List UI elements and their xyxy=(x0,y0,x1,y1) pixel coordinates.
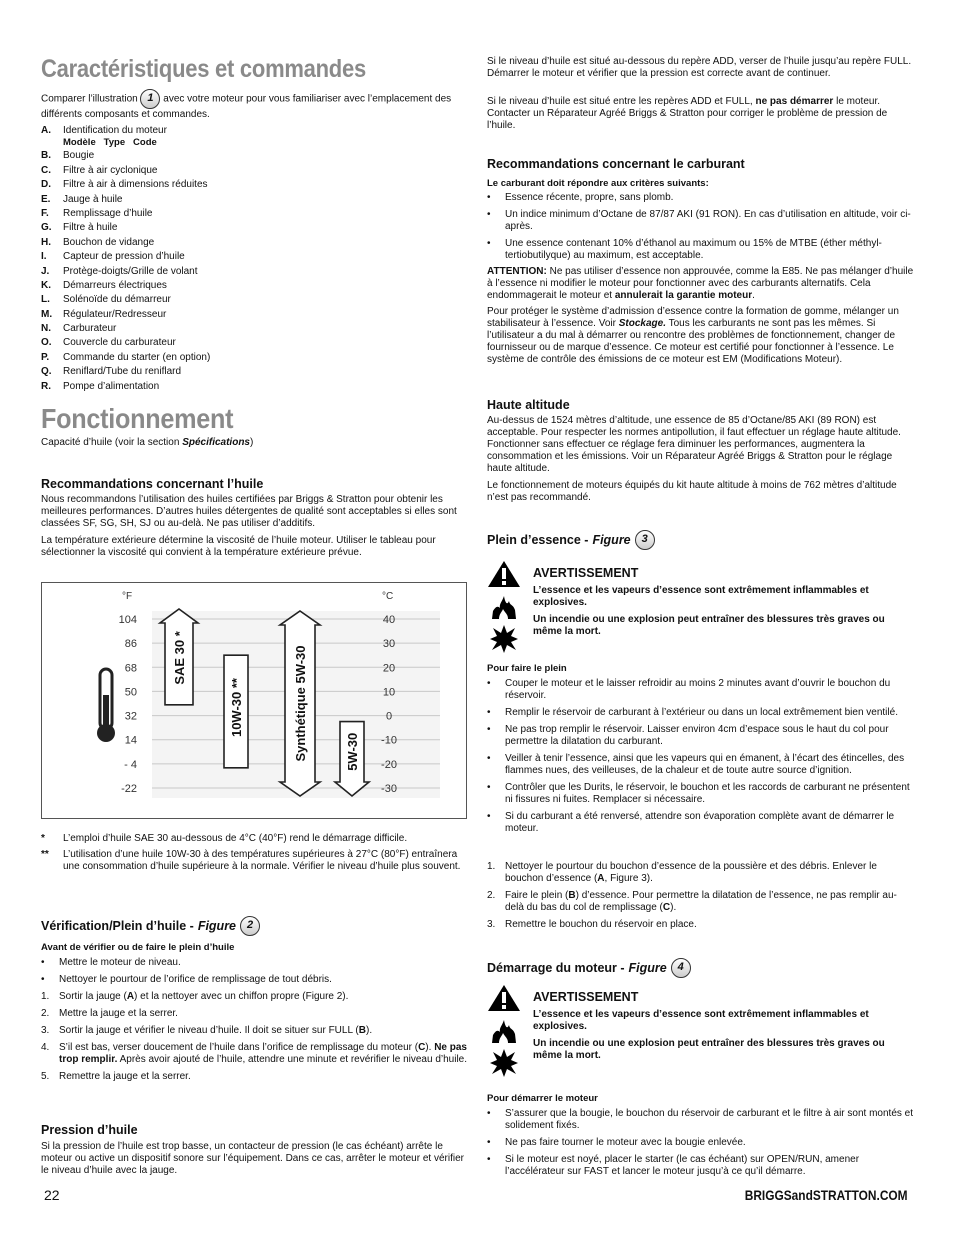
bullet-text: Si du carburant a été renversé, attendre son évaporation complète avant de démarrer le moteur. xyxy=(505,811,895,834)
bullet-item xyxy=(41,957,467,969)
figure-3-badge: 3 xyxy=(635,530,655,550)
fahrenheit-tick: 68 xyxy=(124,662,137,675)
bullet-marker: • xyxy=(487,192,491,203)
part-item xyxy=(41,293,467,307)
bullet-item xyxy=(487,811,915,835)
step-item xyxy=(41,1008,467,1020)
fahrenheit-tick: -22 xyxy=(121,783,137,795)
part-key: K. xyxy=(41,279,51,291)
step-number: 5. xyxy=(41,1071,50,1082)
fuel-fill-warning xyxy=(487,560,915,654)
step-text: S’il est bas, verser doucement de l’huile dans l’orifice de remplissage du moteur (C). Ne pas trop remplir. Après avoir ajouté de l’huile, attendre une minute et revérifier le niveau d’huile. xyxy=(59,1042,468,1065)
oil-between-add-full-paragraph: Si le niveau d’huile est situé entre les repères ADD et FULL, ne pas démarrer le moteur. Contacter un Réparateur Agréé Briggs & Stratton pour corriger le problème de pression de l’huile. xyxy=(487,96,888,131)
warning-title: AVERTISSEMENT xyxy=(533,566,639,580)
warning-text-3: L’essence et les vapeurs d’essence sont extrêmement inflammables et explosives. xyxy=(533,1009,869,1032)
fuel-fill-bullets xyxy=(487,678,915,840)
part-key: P. xyxy=(41,351,50,363)
engine-id-subline xyxy=(41,138,467,149)
step-item xyxy=(41,991,467,1003)
part-key: F. xyxy=(41,207,49,219)
part-item xyxy=(41,164,467,178)
bullet-item xyxy=(41,974,467,986)
bullet-text: Ne pas trop remplir le réservoir. Laisser environ 4cm d’espace sous le haut du col pour permettre la dilatation du carburant. xyxy=(505,724,889,747)
step-item xyxy=(41,1042,467,1066)
engine-start-bullets xyxy=(487,1108,915,1183)
celsius-tick: -10 xyxy=(381,734,397,747)
step-text: Sortir la jauge et vérifier le niveau d’huile. Il doit se situer sur FULL (B). xyxy=(59,1025,373,1036)
part-label: Démarreurs électriques xyxy=(63,279,167,291)
part-label: Capteur de pression d’huile xyxy=(63,251,185,263)
oil-viscosity-chart xyxy=(41,582,467,819)
intro-text-a: Comparer l’illustration xyxy=(41,93,138,105)
fire-icon xyxy=(489,592,519,620)
figure-1-badge: 1 xyxy=(140,89,160,109)
fuel-stabilizer-paragraph: Pour protéger le système d’admission d’essence contre la formation de gomme, mélanger un stabilisateur à l’essence. Voir Stockage. Tous les carburants ne sont pas les mêmes. Si l’utilisateur a du mal à démarrer ou rencontre des problèmes de fonctionnement, changer de fournisseur ou de marque d’essence. Ce moteur est certifié pour fonctionner à l’essence. Le système de contrôle des émissions de ce moteur est EM (Modifications Moteur). xyxy=(487,306,899,365)
part-item xyxy=(41,322,467,336)
bullet-item xyxy=(487,1154,915,1178)
viscosity-chart-svg xyxy=(42,583,466,818)
part-key: M. xyxy=(41,308,53,320)
part-label: Pompe d’alimentation xyxy=(63,380,160,392)
fahrenheit-tick: 14 xyxy=(124,734,137,747)
part-item xyxy=(41,250,467,264)
warning-triangle-icon xyxy=(487,984,521,1012)
high-altitude-heading: Haute altitude xyxy=(487,398,570,412)
high-altitude-p1: Au-dessus de 1524 mètres d’altitude, une essence de 85 d’Octane/85 AKI (89 RON) est acceptable. Pour respecter les normes antipollution, il faut effectuer un réglage haute altitude. Fonctionner sans effectuer ce réglage fera diminuer les performances, augmentera la consommation et les émissions. Voir un Réparateur Agréé Briggs & Stratton pour le réglage haute altitude. xyxy=(487,415,901,474)
viscosity-label: 5W-30 xyxy=(345,732,360,771)
step-text: Faire le plein (B) d’essence. Pour permettre la dilatation de l’essence, ne pas remplir au-delà du bas du col de remplissage (C). xyxy=(505,890,897,913)
oil-pressure-paragraph: Si la pression de l’huile est trop basse, un contacteur de pression (le cas échéant) arrête le moteur ou active un dispositif sonore sur l’équipement. Dans ce cas, arrêter le moteur et vérifier le niveau d’huile avec la jauge. xyxy=(41,1141,464,1176)
footer-brand: BRIGGSandSTRATTON.COM xyxy=(745,1187,908,1203)
bullet-text: Une essence contenant 10% d’éthanol au maximum ou 15% de MTBE (éther méthyl-tertiobutilyque) au maximum, est acceptable. xyxy=(505,238,882,261)
bullet-text: Veiller à tenir l’essence, ainsi que les vapeurs qui en émanent, à l’écart des étincelles, des flammes nues, des veilleuses, de la chaleur et de toute autre source d’ignition. xyxy=(505,753,905,776)
step-number: 3. xyxy=(487,919,496,930)
bullet-text: Un indice minimum d’Octane de 87/87 AKI (91 RON). En cas d’utilisation en altitude, voir ci-après. xyxy=(505,209,911,232)
part-label: Couvercle du carburateur xyxy=(63,337,176,349)
part-label: Remplissage d’huile xyxy=(63,207,153,219)
part-item xyxy=(41,178,467,192)
bullet-text: Si le moteur est noyé, placer le starter (le cas échéant) sur OPEN/RUN, amener l’accélérateur sur FAST et lancer le moteur jusqu’à ce qu’il démarre. xyxy=(505,1154,860,1177)
bullet-marker: • xyxy=(487,1137,491,1148)
fahrenheit-tick: 86 xyxy=(124,638,137,651)
bullet-marker: • xyxy=(41,974,45,985)
part-item xyxy=(41,221,467,235)
bullet-item xyxy=(487,192,915,204)
fahrenheit-tick: 50 xyxy=(124,686,137,699)
bullet-text: Remplir le réservoir de carburant à l’extérieur ou dans un local extrêmement bien ventilé. xyxy=(505,707,898,718)
figure-4-badge: 4 xyxy=(671,958,691,978)
part-key: E. xyxy=(41,193,51,205)
engine-start-warning xyxy=(487,984,915,1078)
oil-recommendations-p1: Nous recommandons l’utilisation des huiles certifiées par Briggs & Stratton pour obtenir les meilleures performances. D’autres huiles détergentes de qualité sont acceptables si elles sont classées SF, SG, SH, SJ ou au-delà. Ne pas utiliser d’additifs. xyxy=(41,494,457,529)
bullet-marker: • xyxy=(487,1108,491,1119)
bullet-text: S’assurer que la bougie, le bouchon du réservoir de carburant et le filtre à air sont montés et solidement fixés. xyxy=(505,1108,914,1131)
warning-icons xyxy=(487,560,521,654)
bullet-text: Essence récente, propre, sans plomb. xyxy=(505,192,674,203)
oil-check-heading: Vérification/Plein d’huile - Figure 2 xyxy=(41,916,467,936)
warning-body-2 xyxy=(533,984,915,1078)
bullet-item xyxy=(487,782,915,806)
part-key: R. xyxy=(41,380,51,392)
part-key: B. xyxy=(41,150,51,162)
celsius-tick: 40 xyxy=(382,614,396,626)
warning-body xyxy=(533,560,915,654)
part-item xyxy=(41,336,467,350)
parts-list xyxy=(41,124,467,394)
section-title-features: Caractéristiques et commandes xyxy=(41,55,366,83)
part-item xyxy=(41,279,467,293)
part-item xyxy=(41,236,467,250)
part-key: C. xyxy=(41,164,51,176)
part-label: Reniflard/Tube du reniflard xyxy=(63,366,182,378)
bullet-marker: • xyxy=(41,957,45,968)
bullet-text: Couper le moteur et le laisser refroidir au moins 2 minutes avant d’ouvrir le bouchon du réservoir. xyxy=(505,678,891,701)
part-label: Bouchon de vidange xyxy=(63,236,155,248)
explosion-icon xyxy=(489,1048,519,1078)
bullet-marker: • xyxy=(487,782,491,793)
footnote-10w30: ** L’utilisation d’une huile 10W-30 à des températures supérieures à 27°C (80°F) entraînera une consommation d’huile supérieure à la normale. Vérifier le niveau d’huile plus souvent. xyxy=(41,849,461,872)
part-label: Jauge à huile xyxy=(63,193,123,205)
engine-start-subheading: Pour démarrer le moteur xyxy=(487,1093,598,1104)
bullet-marker: • xyxy=(487,811,491,822)
step-number: 1. xyxy=(487,861,496,872)
part-key: H. xyxy=(41,236,51,248)
fuel-recommendations-heading: Recommandations concernant le carburant xyxy=(487,157,745,171)
part-item xyxy=(41,193,467,207)
part-key: J. xyxy=(41,265,50,277)
fuel-criteria-subheading: Le carburant doit répondre aux critères suivants: xyxy=(487,178,709,189)
engine-id-fields: Modèle Type Code xyxy=(63,137,157,149)
oil-check-steps xyxy=(41,991,467,1088)
part-label: Commande du starter (en option) xyxy=(63,351,211,363)
step-text: Nettoyer le pourtour du bouchon d’essence de la poussière et des débris. Enlever le bouchon d’essence (A, Figure 3). xyxy=(505,861,877,884)
footnote-sae30: * L’emploi d’huile SAE 30 au-dessous de 4°C (40°F) rend le démarrage difficile. xyxy=(41,833,408,844)
celsius-unit: °C xyxy=(382,591,394,602)
bullet-marker: • xyxy=(487,724,491,735)
explosion-icon xyxy=(489,624,519,654)
fahrenheit-tick: - 4 xyxy=(124,758,137,771)
oil-check-bullets xyxy=(41,957,467,991)
part-label: Filtre à huile xyxy=(63,222,118,234)
step-text: Mettre la jauge et la serrer. xyxy=(59,1008,178,1019)
step-number: 2. xyxy=(487,890,496,901)
part-key: D. xyxy=(41,179,51,191)
bullet-marker: • xyxy=(487,678,491,689)
part-key: O. xyxy=(41,337,52,349)
fuel-fill-subheading: Pour faire le plein xyxy=(487,663,567,674)
fahrenheit-tick: 104 xyxy=(118,614,137,626)
part-item xyxy=(41,308,467,322)
oil-check-subheading: Avant de vérifier ou de faire le plein d’huile xyxy=(41,942,235,953)
part-label: Protège-doigts/Grille de volant xyxy=(63,265,198,277)
oil-capacity-note: Capacité d’huile (voir la section Spécifications) xyxy=(41,437,254,448)
part-item xyxy=(41,365,467,379)
part-item xyxy=(41,124,467,138)
section-title-operation: Fonctionnement xyxy=(41,403,234,434)
bullet-text: Mettre le moteur de niveau. xyxy=(59,957,181,968)
bullet-item xyxy=(487,678,915,702)
step-number: 3. xyxy=(41,1025,50,1036)
step-item xyxy=(41,1025,467,1037)
celsius-tick: 10 xyxy=(382,686,396,699)
step-number: 2. xyxy=(41,1008,50,1019)
part-key: G. xyxy=(41,222,52,234)
fuel-fill-heading: Plein d’essence - Figure 3 xyxy=(487,530,915,550)
celsius-tick: -30 xyxy=(381,783,397,795)
viscosity-label: 10W-30 ** xyxy=(229,678,244,738)
fuel-fill-steps xyxy=(487,861,915,936)
step-text: Remettre le bouchon du réservoir en place. xyxy=(505,919,697,930)
part-item xyxy=(41,351,467,365)
warning-title-2: AVERTISSEMENT xyxy=(533,990,639,1004)
bullet-text: Ne pas faire tourner le moteur avec la bougie enlevée. xyxy=(505,1137,746,1148)
bullet-item xyxy=(487,1137,915,1149)
step-item xyxy=(487,890,915,914)
fuel-attention-paragraph: ATTENTION: Ne pas utiliser d’essence non approuvée, comme la E85. Ne pas mélanger d’huile à l’essence ni modifier le moteur pour fonctionner avec des carburants alternatifs. Cela endommagerait le moteur et annulerait la garantie moteur. xyxy=(487,266,914,301)
step-text: Sortir la jauge (A) et la nettoyer avec un chiffon propre (Figure 2). xyxy=(59,991,349,1002)
step-number: 1. xyxy=(41,991,50,1002)
bullet-item xyxy=(487,1108,915,1132)
part-key: N. xyxy=(41,323,51,335)
engine-id-indent xyxy=(41,138,63,149)
part-label: Régulateur/Redresseur xyxy=(63,308,167,320)
fire-icon xyxy=(489,1016,519,1044)
part-item xyxy=(41,265,467,279)
part-label: Filtre à air cyclonique xyxy=(63,164,158,176)
figure-2-badge: 2 xyxy=(240,916,260,936)
viscosity-label: SAE 30 * xyxy=(172,631,187,685)
part-label: Solénoïde du démarreur xyxy=(63,294,171,306)
warning-triangle-icon xyxy=(487,560,521,588)
oil-recommendations-p2: La température extérieure détermine la viscosité de l’huile moteur. Utiliser le tableau pour sélectionner la viscosité qui convient à la température extérieure prévue. xyxy=(41,535,436,558)
part-key: I. xyxy=(41,251,47,263)
oil-recommendations-heading: Recommandations concernant l’huile xyxy=(41,477,264,491)
bullet-text: Nettoyer le pourtour de l’orifice de remplissage de tout débris. xyxy=(59,974,332,985)
warning-text-2: Un incendie ou une explosion peut entraîner des blessures très graves ou même la mort. xyxy=(533,614,885,637)
viscosity-label: Synthétique 5W-30 xyxy=(293,645,308,762)
warning-text-4: Un incendie ou une explosion peut entraîner des blessures très graves ou même la mort. xyxy=(533,1038,885,1061)
bullet-item xyxy=(487,238,915,262)
part-key: L. xyxy=(41,294,50,306)
bullet-marker: • xyxy=(487,238,491,249)
high-altitude-p2: Le fonctionnement de moteurs équipés du kit haute altitude à moins de 762 mètres d’altitude n’est pas recommandé. xyxy=(487,480,897,503)
step-text: Remettre la jauge et la serrer. xyxy=(59,1071,191,1082)
warning-icons-2 xyxy=(487,984,521,1078)
intro-text-b: avec votre moteur pour vous familiariser avec l’emplacement des différents composants et commandes. xyxy=(41,93,452,120)
part-label: Bougie xyxy=(63,150,95,162)
bullet-item xyxy=(487,753,915,777)
bullet-item xyxy=(487,724,915,748)
fahrenheit-tick: 32 xyxy=(124,710,137,723)
step-item xyxy=(487,861,915,885)
bullet-item xyxy=(487,209,915,233)
part-label: Identification du moteur xyxy=(63,125,167,136)
page-number: 22 xyxy=(44,1187,60,1203)
bullet-item xyxy=(487,707,915,719)
bullet-marker: • xyxy=(487,753,491,764)
thermometer-mercury-icon xyxy=(103,695,109,731)
step-number: 4. xyxy=(41,1042,50,1053)
celsius-tick: 20 xyxy=(382,662,396,675)
step-item xyxy=(487,919,915,931)
fuel-criteria-bullets xyxy=(487,192,915,267)
engine-start-heading: Démarrage du moteur - Figure 4 xyxy=(487,958,915,978)
fahrenheit-unit: °F xyxy=(122,591,133,602)
oil-below-add-paragraph: Si le niveau d’huile est situé au-dessous du repère ADD, verser de l’huile jusqu’au repère FULL. Démarrer le moteur et vérifier que la pression est correcte avant de continuer. xyxy=(487,56,912,79)
intro-paragraph xyxy=(41,89,467,121)
celsius-tick: -20 xyxy=(381,758,397,771)
bullet-marker: • xyxy=(487,1154,491,1165)
part-label: Filtre à air à dimensions réduites xyxy=(63,179,208,191)
part-key: A. xyxy=(41,125,51,136)
bullet-marker: • xyxy=(487,209,491,220)
part-item xyxy=(41,380,467,394)
celsius-tick: 0 xyxy=(385,710,393,723)
part-label: Carburateur xyxy=(63,323,117,335)
part-item xyxy=(41,207,467,221)
part-item xyxy=(41,149,467,163)
oil-pressure-heading: Pression d’huile xyxy=(41,1123,138,1137)
bullet-text: Contrôler que les Durits, le réservoir, le bouchon et les raccords de carburant ne présentent ni fissures ni fuites. Remplacer si nécessaire. xyxy=(505,782,910,805)
bullet-marker: • xyxy=(487,707,491,718)
part-key: Q. xyxy=(41,366,52,378)
step-item xyxy=(41,1071,467,1083)
celsius-tick: 30 xyxy=(382,638,396,651)
warning-text-1: L’essence et les vapeurs d’essence sont extrêmement inflammables et explosives. xyxy=(533,585,869,608)
